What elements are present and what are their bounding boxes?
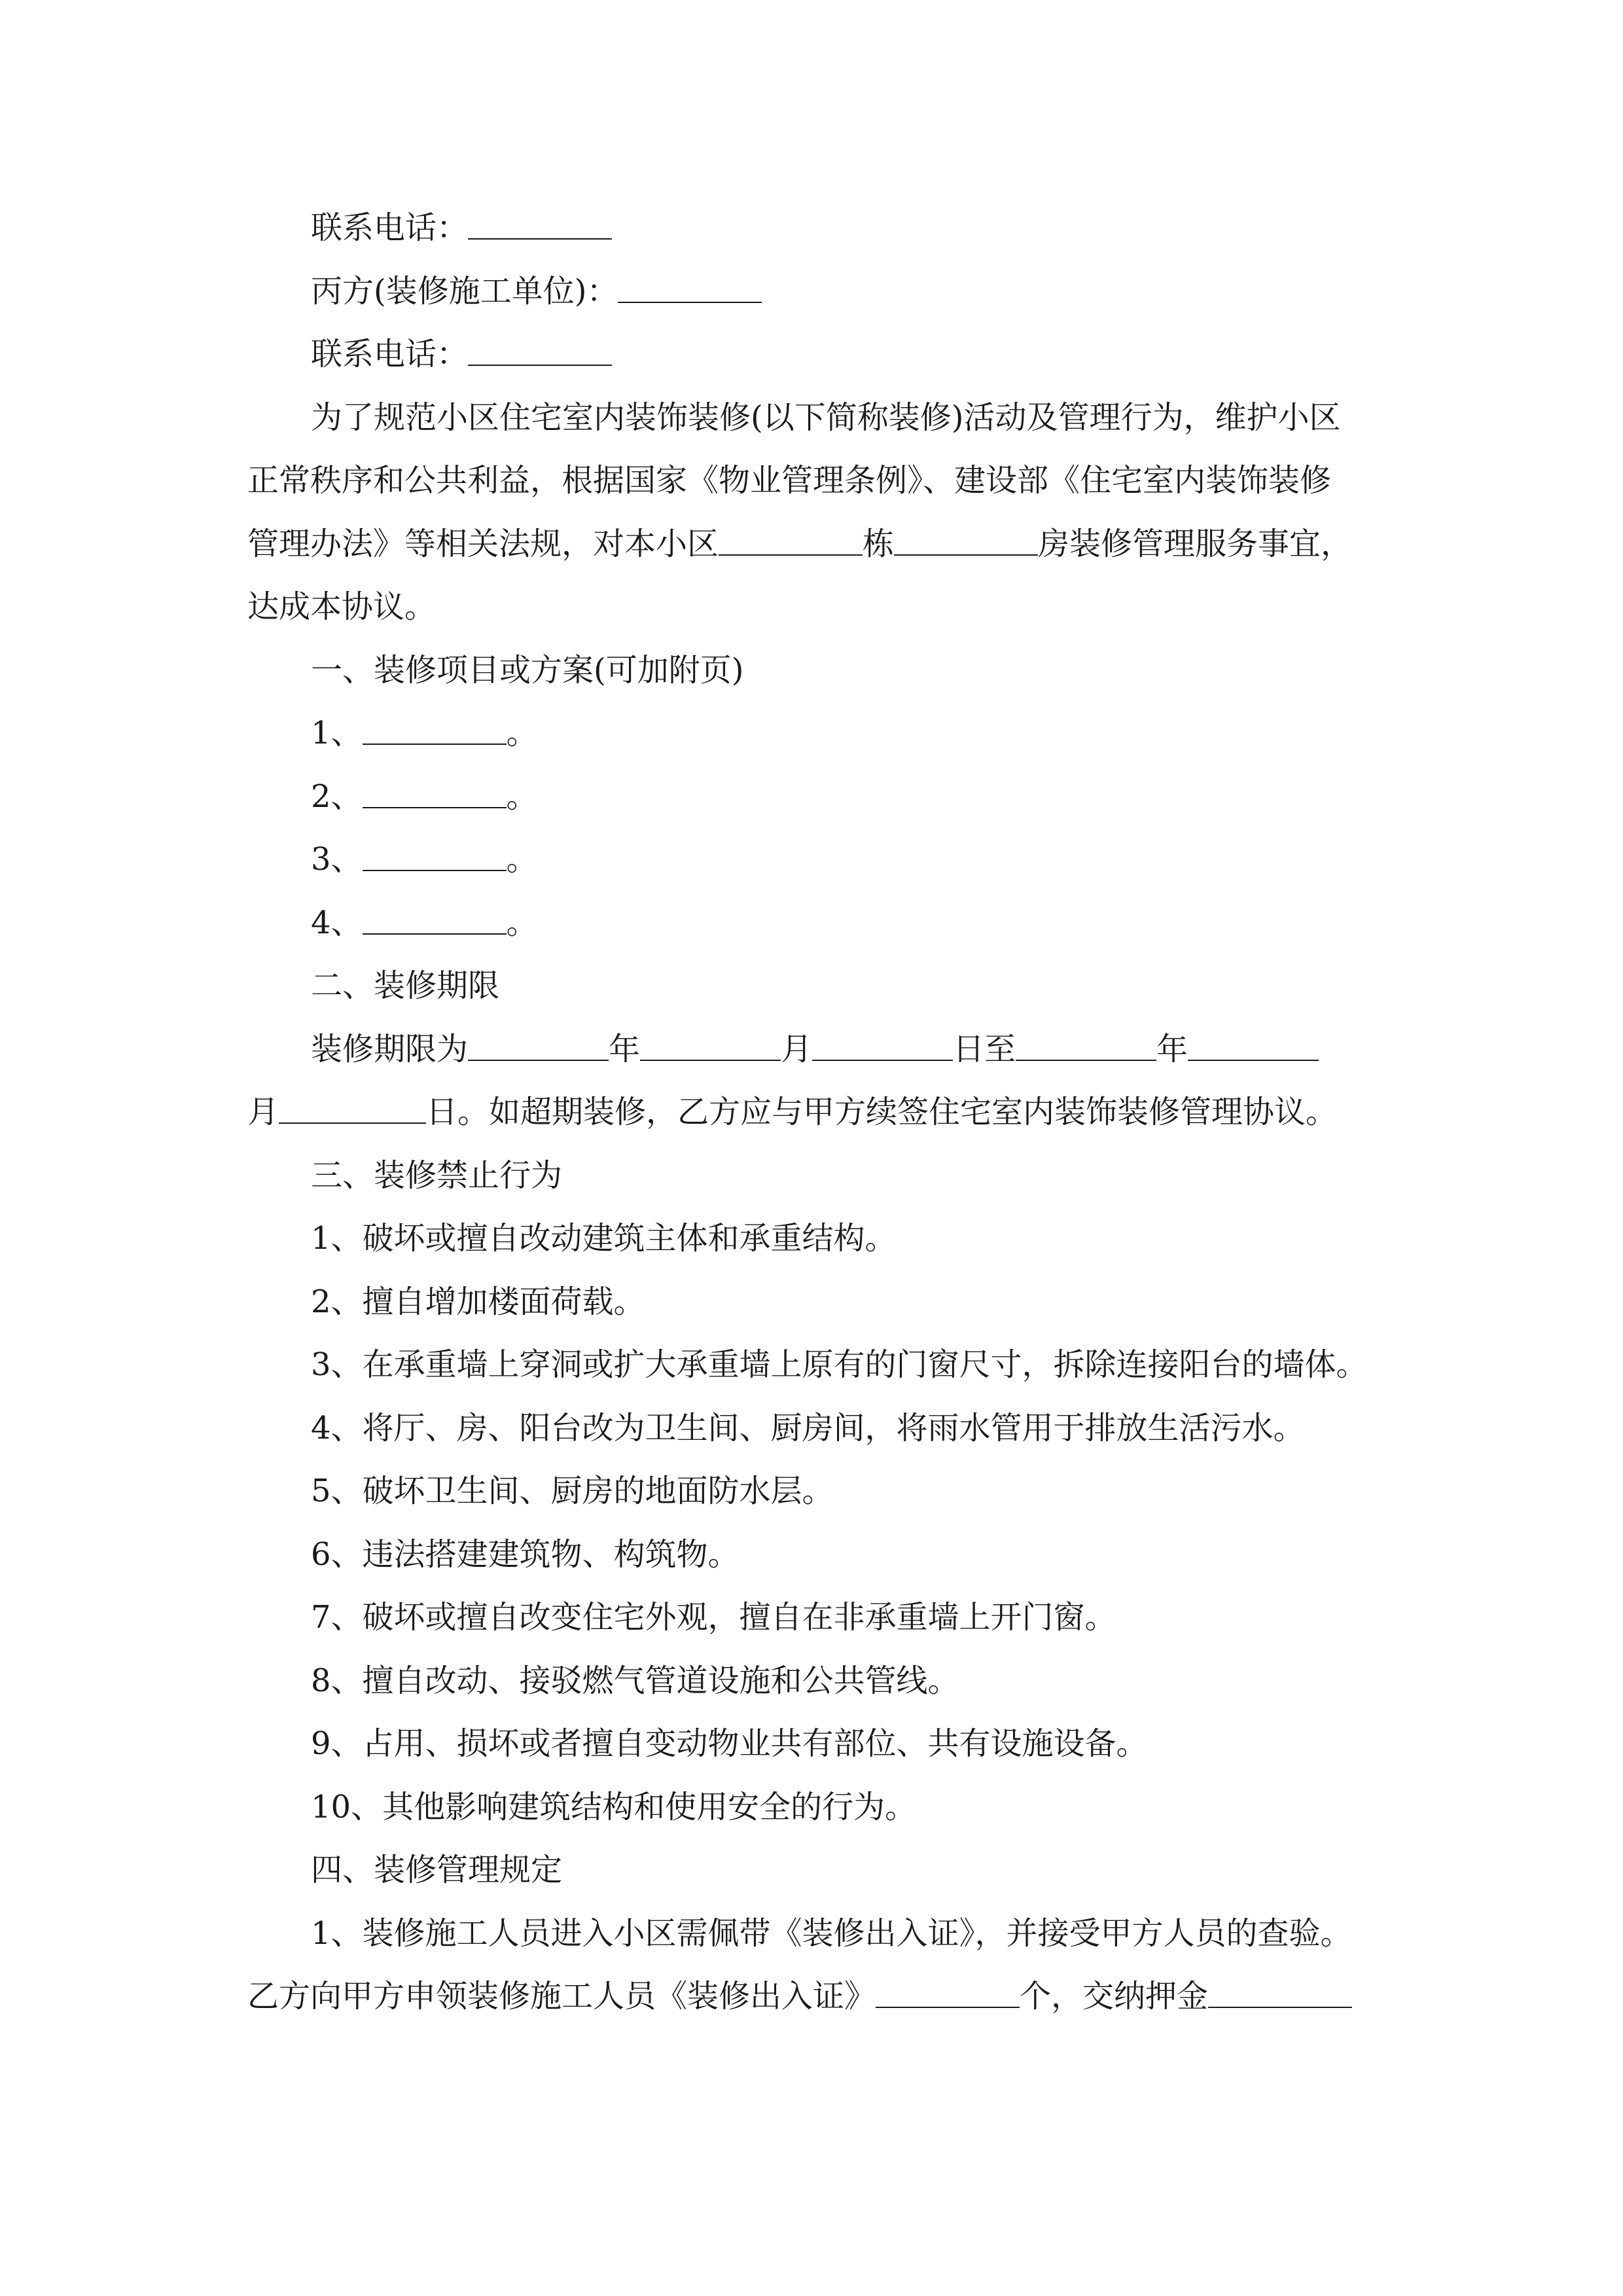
project-blank-3[interactable] <box>363 838 507 871</box>
rule-item-1 <box>247 1902 1386 1965</box>
building-blank[interactable] <box>719 523 863 556</box>
ban-text-8: 8、擅自改动、接驳燃气管道设施和公共管线。 <box>311 1662 959 1699</box>
ban-text-4: 4、将厅、房、阳台改为卫生间、厨房间，将雨水管用于排放生活污水。 <box>311 1409 1305 1446</box>
contact-phone-blank[interactable] <box>468 207 612 240</box>
ban-text-3: 3、在承重墙上穿洞或扩大承重墙上原有的门窗尺寸，拆除连接阳台的墙体。 <box>311 1346 1368 1383</box>
period-label: 装修期限为 <box>311 1030 469 1067</box>
section-4-heading: 四、装修管理规定 <box>311 1852 563 1888</box>
intro-text-2: 正常秩序和公共利益，根据国家《物业管理条例》、建设部《住宅室内装饰装修 <box>247 462 1332 499</box>
ban-item-4 <box>247 1397 1386 1460</box>
period-line-2 <box>247 1081 1386 1144</box>
project-item-2 <box>247 765 1386 829</box>
section-2-title <box>247 954 1386 1018</box>
document-body <box>247 196 1386 2028</box>
ban-text-1: 1、破坏或擅自改动建筑主体和承重结构。 <box>311 1220 897 1257</box>
item-number: 3、 <box>311 841 363 878</box>
project-item-4 <box>247 891 1386 955</box>
party-c-label: 丙方(装修施工单位)： <box>311 272 618 310</box>
start-month-blank[interactable] <box>640 1028 781 1061</box>
contact-phone-line <box>247 196 1386 260</box>
ban-item-2 <box>247 1270 1386 1334</box>
project-item-1 <box>247 702 1386 765</box>
intro-text-4: 达成本协议。 <box>247 588 437 625</box>
end-year-blank[interactable] <box>1016 1028 1156 1061</box>
ban-text-9: 9、占用、损坏或者擅自变动物业共有部位、共有设施设备。 <box>311 1725 1148 1762</box>
ban-item-6 <box>247 1523 1386 1587</box>
year-label-2: 年 <box>1156 1030 1188 1067</box>
project-blank-1[interactable] <box>363 712 507 745</box>
item-number: 1、 <box>311 715 363 751</box>
project-blank-2[interactable] <box>363 776 507 808</box>
item-end: 。 <box>506 841 538 878</box>
ban-item-9 <box>247 1712 1386 1776</box>
rule-item-1-cont <box>247 1965 1386 2028</box>
ban-text-10: 10、其他影响建筑结构和使用安全的行为。 <box>311 1788 917 1825</box>
ban-text-2: 2、擅自增加楼面荷载。 <box>311 1283 645 1320</box>
intro-text-1: 为了规范小区住宅室内装饰装修(以下简称装修)活动及管理行为，维护小区 <box>311 399 1341 436</box>
intro-paragraph-line-3 <box>247 512 1386 576</box>
intro-text-3a: 管理办法》等相关法规，对本小区 <box>247 525 719 562</box>
deposit-blank[interactable] <box>1208 1975 1352 2008</box>
ban-item-8 <box>247 1649 1386 1713</box>
start-day-blank[interactable] <box>812 1028 953 1061</box>
section-3-heading: 三、装修禁止行为 <box>311 1157 563 1194</box>
intro-paragraph-line-1 <box>247 386 1386 450</box>
day-to-label: 日至 <box>953 1030 1016 1067</box>
ban-item-1 <box>247 1207 1386 1270</box>
ban-text-7: 7、破坏或擅自改变住宅外观，擅自在非承重墙上开门窗。 <box>311 1599 1116 1636</box>
ban-item-7 <box>247 1586 1386 1649</box>
month-label: 月 <box>781 1030 813 1067</box>
item-end: 。 <box>506 904 538 941</box>
contact-phone-blank-2[interactable] <box>468 333 612 366</box>
start-year-blank[interactable] <box>468 1028 609 1061</box>
period-line-1 <box>247 1018 1386 1081</box>
year-label: 年 <box>609 1030 641 1067</box>
rule-text-2a: 乙方向甲方申领装修施工人员《装修出入证》 <box>247 1978 876 2015</box>
room-blank[interactable] <box>894 523 1038 556</box>
intro-text-3b: 栋 <box>863 525 895 562</box>
end-month-blank[interactable] <box>1188 1028 1319 1061</box>
contact-phone-label-2: 联系电话： <box>311 336 469 372</box>
item-number: 4、 <box>311 904 363 941</box>
period-text-end: 日。如超期装修，乙方应与甲方续签住宅室内装饰装修管理协议。 <box>426 1094 1338 1130</box>
rule-text-2b: 个，交纳押金 <box>1020 1978 1209 2015</box>
end-day-blank[interactable] <box>279 1091 426 1124</box>
contact-phone-line-2 <box>247 323 1386 386</box>
item-end: 。 <box>506 715 538 751</box>
party-c-blank[interactable] <box>618 270 762 303</box>
ban-text-6: 6、违法搭建建筑物、构筑物。 <box>311 1535 740 1573</box>
project-item-3 <box>247 828 1386 891</box>
ban-item-3 <box>247 1333 1386 1397</box>
ban-text-5: 5、破坏卫生间、厨房的地面防水层。 <box>311 1473 834 1509</box>
section-4-title <box>247 1839 1386 1902</box>
rule-text-1: 1、装修施工人员进入小区需佩带《装修出入证》，并接受甲方人员的查验。 <box>311 1914 1352 1952</box>
pass-count-blank[interactable] <box>876 1975 1020 2008</box>
section-3-title <box>247 1144 1386 1208</box>
project-blank-4[interactable] <box>363 902 507 935</box>
section-1-title <box>247 639 1386 702</box>
ban-item-10 <box>247 1776 1386 1839</box>
item-end: 。 <box>506 778 538 815</box>
section-2-heading: 二、装修期限 <box>311 967 500 1004</box>
intro-text-3c: 房装修管理服务事宜， <box>1038 525 1353 562</box>
ban-item-5 <box>247 1460 1386 1523</box>
intro-paragraph-line-4 <box>247 575 1386 639</box>
item-number: 2、 <box>311 778 363 815</box>
party-c-line <box>247 260 1386 323</box>
contact-phone-label: 联系电话： <box>311 209 469 246</box>
month-label-2: 月 <box>247 1094 279 1130</box>
section-1-heading: 一、装修项目或方案(可加附页) <box>311 651 744 689</box>
intro-paragraph-line-2 <box>247 449 1386 512</box>
